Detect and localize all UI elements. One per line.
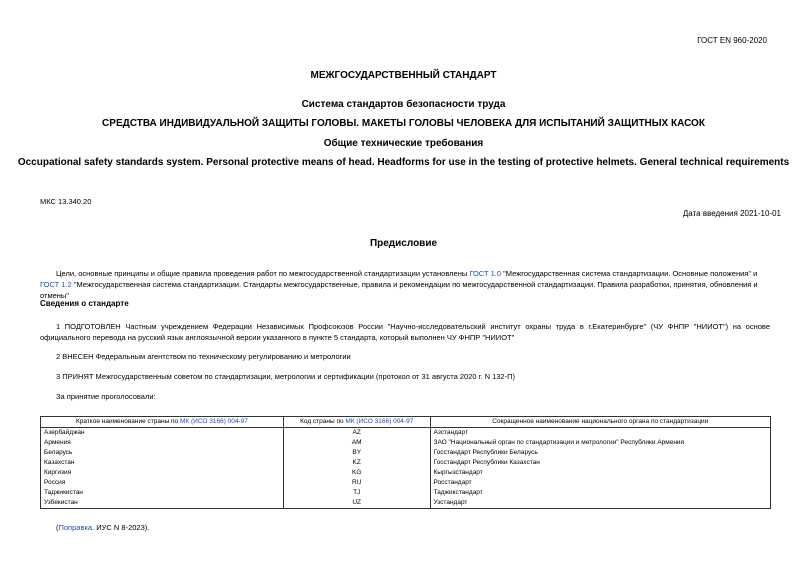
mk-iso-3166-link[interactable]: МК (ИСО 3166) 004-97: [179, 418, 248, 425]
country-code-header: [283, 417, 430, 428]
org-cell: Росстандарт: [430, 478, 770, 488]
org-cell: Узстандарт: [430, 498, 770, 509]
country-cell: Беларусь: [41, 448, 284, 458]
mk-iso-3166-link[interactable]: МК (ИСО 3166) 004-97: [345, 418, 414, 425]
standard-info-heading: Сведения о стандарте: [40, 299, 129, 308]
table-row: [41, 448, 771, 458]
table-row: [41, 458, 771, 468]
table-row: [41, 488, 771, 498]
country-cell: Узбекистан: [41, 498, 284, 509]
code-cell: TJ: [283, 488, 430, 498]
org-cell: Кыргызстандарт: [430, 468, 770, 478]
document-title: СРЕДСТВА ИНДИВИДУАЛЬНОЙ ЗАЩИТЫ ГОЛОВЫ. МАКЕТЫ ГОЛОВЫ ЧЕЛОВЕКА ДЛЯ ИСПЫТАНИЙ ЗАЩИТНЫХ КАСОК: [102, 118, 705, 129]
english-title: Occupational safety standards system. Personal protective means of head. Headforms for use in the testing of protective helmets. General technical requirements: [17, 157, 790, 168]
code-cell: KZ: [283, 458, 430, 468]
header-text: Код страны по: [300, 418, 346, 425]
mks-code: МКС 13.340.20: [40, 197, 92, 206]
foreword-text-part: Цели, основные принципы и общие правила проведения работ по межгосударственной стандартизации установлены: [56, 269, 470, 278]
voting-countries-table: [40, 416, 771, 509]
country-cell: Киргизия: [41, 468, 284, 478]
foreword-heading: Предисловие: [369, 238, 438, 249]
org-cell: ЗАО "Национальный орган по стандартизации и метрологии" Республики Армения: [430, 438, 770, 448]
gost-1-2-link[interactable]: ГОСТ 1.2: [40, 280, 72, 289]
amendment-note: [56, 523, 149, 532]
org-cell: Госстандарт Республики Беларусь: [430, 448, 770, 458]
prepared-by-paragraph: 1 ПОДГОТОВЛЕН Частным учреждением Федерации Независимых Профсоюзов России "Научно-исследовательский институт охраны труда в г.Екатеринбурге" (ЧУ ФНПР "НИИОТ") на основе официального перевода на русский язык англоязычной версии указанного в пункте 5 стандарта, который выполнен ЧУ ФНПР "НИИОТ": [40, 322, 770, 342]
country-cell: Таджикистан: [41, 488, 284, 498]
org-cell: Таджикстандарт: [430, 488, 770, 498]
table-row: [41, 478, 771, 488]
country-name-header: [41, 417, 284, 428]
foreword-text-part: "Межгосударственная система стандартизации. Основные положения" и: [501, 269, 758, 278]
amendment-link[interactable]: Поправка: [58, 523, 93, 532]
standards-system-title: Система стандартов безопасности труда: [301, 99, 506, 110]
foreword-paragraph: [40, 268, 772, 301]
table-row: [41, 498, 771, 509]
country-cell: Казахстан: [41, 458, 284, 468]
code-cell: UZ: [283, 498, 430, 509]
header-text: Краткое наименование страны по: [75, 418, 180, 425]
introduced-by-paragraph: 2 ВНЕСЕН Федеральным агентством по техническому регулированию и метрологии: [56, 352, 351, 361]
foreword-text-part: "Межгосударственная система стандартизации. Стандарты межгосударственные, правила и рекомендации по межгосударственной стандартизации. Правила разработки, принятия, обновления и отмены": [40, 280, 758, 300]
document-subtitle: Общие технические требования: [323, 138, 484, 149]
table-row: [41, 468, 771, 478]
country-cell: Азербайджан: [41, 428, 284, 439]
org-cell: Азстандарт: [430, 428, 770, 439]
standard-type-title: МЕЖГОСУДАРСТВЕННЫЙ СТАНДАРТ: [310, 70, 497, 81]
voted-for-label: За принятие проголосовали:: [56, 392, 156, 401]
effective-date: Дата введения 2021-10-01: [682, 209, 781, 218]
org-cell: Госстандарт Республики Казахстан: [430, 458, 770, 468]
gost-1-0-link[interactable]: ГОСТ 1.0: [469, 269, 502, 278]
code-cell: AM: [283, 438, 430, 448]
amendment-text: . ИУС N 8-2023).: [92, 523, 150, 532]
code-cell: RU: [283, 478, 430, 488]
code-cell: KG: [283, 468, 430, 478]
country-cell: Россия: [41, 478, 284, 488]
code-cell: AZ: [283, 428, 430, 439]
table-row: [41, 428, 771, 439]
adopted-by-paragraph: 3 ПРИНЯТ Межгосударственным советом по стандартизации, метрологии и сертификации (протокол от 31 августа 2020 г. N 132-П): [56, 372, 515, 381]
table-row: [41, 438, 771, 448]
code-cell: BY: [283, 448, 430, 458]
country-cell: Армения: [41, 438, 284, 448]
amendment-paren: (: [56, 523, 59, 532]
standards-body-header: Сокращенное наименование национального органа по стандартизации: [430, 417, 770, 428]
document-code: ГОСТ EN 960-2020: [697, 36, 767, 45]
table-header-row: [41, 417, 771, 428]
